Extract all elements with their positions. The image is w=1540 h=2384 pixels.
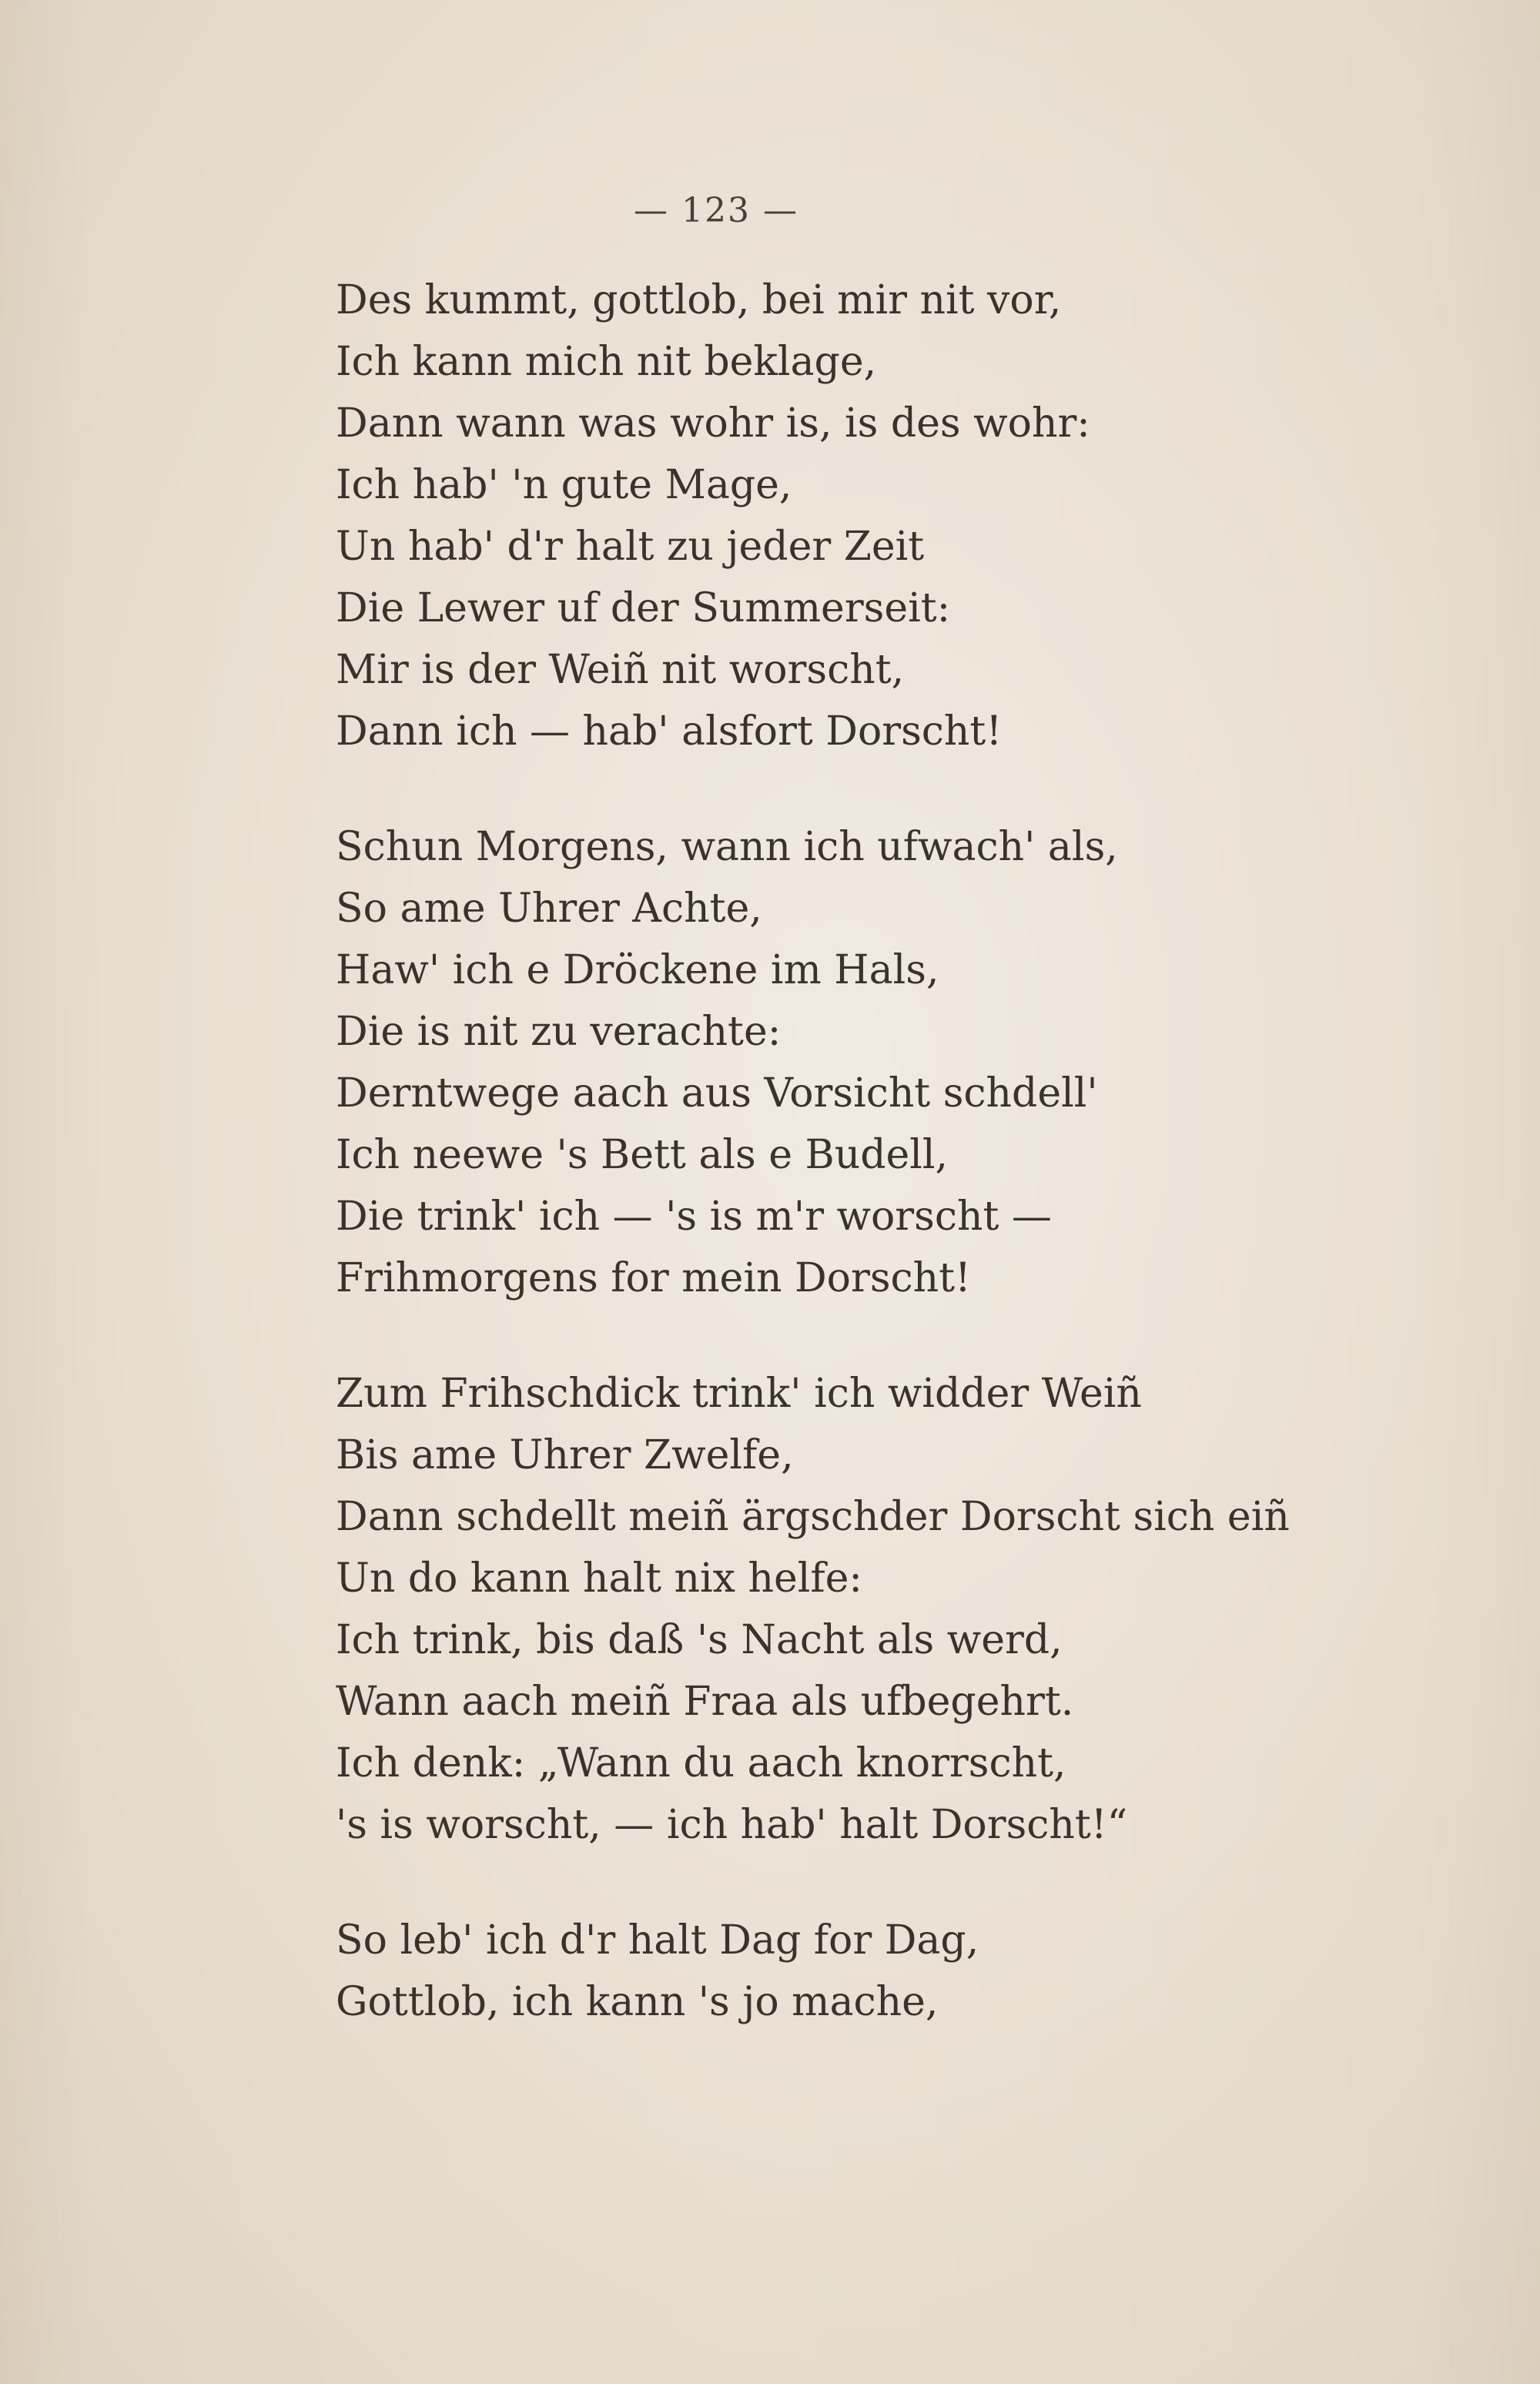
poem-line: Bis ame Uhrer Zwelfe,	[336, 1432, 794, 1478]
poem-line: Ich trink, bis daß 's Nacht als werd,	[336, 1617, 1063, 1663]
poem-line: So leb' ich d'r halt Dag for Dag,	[336, 1917, 979, 1964]
poem-line: Frihmorgens for mein Dorscht!	[336, 1255, 971, 1301]
page-number: — 123 —	[634, 191, 798, 230]
poem-line: Ich neewe 's Bett als e Budell,	[336, 1132, 949, 1178]
stanza-1	[336, 270, 1337, 762]
poem-line: Un hab' d'r halt zu jeder Zeit	[336, 524, 925, 570]
poem-line: Ich denk: „Wann du aach knorrscht,	[336, 1740, 1066, 1786]
poem-line: Zum Frihschdick trink' ich widder Weiñ	[336, 1371, 1142, 1417]
poem-line: Ich hab' 'n gute Mage,	[336, 462, 792, 508]
poem-line: Die trink' ich — 's is m'r worscht —	[336, 1194, 1052, 1240]
poem-line: Mir is der Weiñ nit worscht,	[336, 647, 905, 693]
poem-line: Dann ich — hab' alsfort Dorscht!	[336, 708, 1003, 755]
poem-line: So ame Uhrer Achte,	[336, 886, 762, 932]
poem-line: Derntwege aach aus Vorsicht schdell'	[336, 1070, 1098, 1117]
poem-line: Gottlob, ich kann 's jo mache,	[336, 1979, 939, 2025]
poem-line: Wann aach meiñ Fraa als ufbegehrt.	[336, 1679, 1074, 1725]
poem-line: Die is nit zu verachte:	[336, 1009, 782, 1055]
stanza-4	[336, 1910, 1337, 2033]
poem-line: Dann schdellt meiñ ärgschder Dorscht sich eiñ	[336, 1494, 1290, 1540]
poem-line: Ich kann mich nit beklage,	[336, 339, 877, 385]
poem	[336, 270, 1337, 2087]
poem-line: Die Lewer uf der Summerseit:	[336, 585, 951, 631]
poem-line: 's is worscht, — ich hab' halt Dorscht!“	[336, 1802, 1128, 1848]
poem-line: Des kummt, gottlob, bei mir nit vor,	[336, 277, 1062, 323]
stanza-3	[336, 1363, 1337, 1856]
poem-line: Un do kann halt nix helfe:	[336, 1555, 862, 1602]
poem-line: Schun Morgens, wann ich ufwach' als,	[336, 824, 1118, 870]
poem-line: Haw' ich e Dröckene im Hals,	[336, 947, 939, 993]
poem-line: Dann wann was wohr is, is des wohr:	[336, 400, 1090, 447]
stanza-2	[336, 816, 1337, 1309]
